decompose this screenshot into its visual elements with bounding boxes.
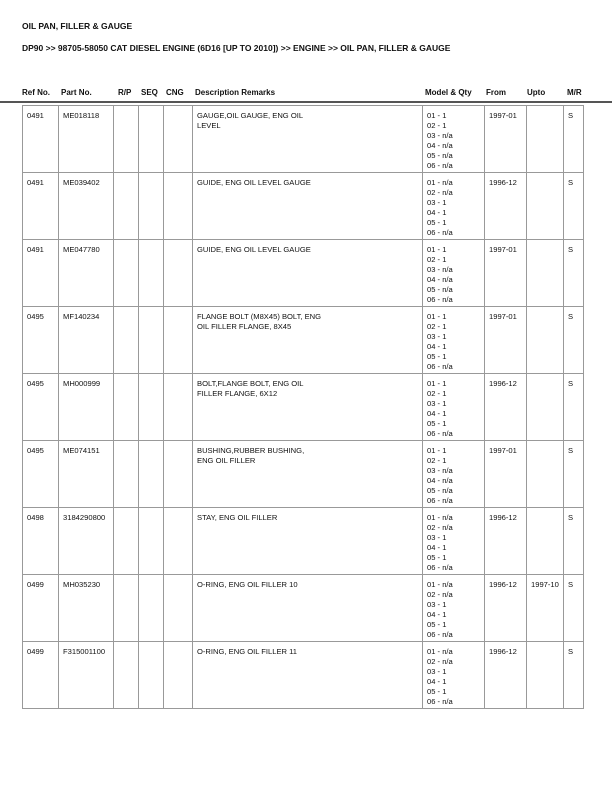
seq-cell — [139, 374, 164, 441]
seq-cell — [139, 240, 164, 307]
description: FLANGE BOLT (M8X45) BOLT, ENG OIL FILLER FLANGE, 8X45 — [193, 307, 423, 374]
rp-cell — [114, 508, 139, 575]
parts-table — [22, 105, 584, 709]
mr-cell: S — [564, 441, 584, 508]
model-qty — [423, 307, 485, 374]
model-qty-item: 05 - 1 — [427, 218, 447, 227]
mr-cell: S — [564, 575, 584, 642]
description: O-RING, ENG OIL FILLER 10 — [193, 575, 423, 642]
from-date: 1997-01 — [485, 240, 527, 307]
seq-cell — [139, 106, 164, 173]
upto-date — [527, 307, 564, 374]
from-date: 1996-12 — [485, 575, 527, 642]
model-qty-item: 01 - n/a — [427, 513, 453, 522]
seq-cell — [139, 173, 164, 240]
model-qty-item: 01 - 1 — [427, 379, 447, 388]
model-qty-item: 04 - 1 — [427, 677, 447, 686]
table-row — [23, 575, 584, 642]
table-row — [23, 240, 584, 307]
model-qty — [423, 106, 485, 173]
ref-no: 0495 — [23, 441, 59, 508]
rp-cell — [114, 106, 139, 173]
rp-cell — [114, 173, 139, 240]
model-qty-item: 05 - 1 — [427, 687, 447, 696]
mr-cell: S — [564, 508, 584, 575]
model-qty-item: 06 - n/a — [427, 697, 453, 706]
model-qty-item: 04 - 1 — [427, 208, 447, 217]
ref-no: 0495 — [23, 374, 59, 441]
model-qty-item: 04 - 1 — [427, 543, 447, 552]
table-row — [23, 508, 584, 575]
ref-no: 0491 — [23, 106, 59, 173]
from-date: 1996-12 — [485, 508, 527, 575]
model-qty-item: 06 - n/a — [427, 429, 453, 438]
model-qty-item: 05 - n/a — [427, 285, 453, 294]
from-date: 1997-01 — [485, 441, 527, 508]
table-row — [23, 106, 584, 173]
seq-cell — [139, 441, 164, 508]
model-qty-item: 03 - 1 — [427, 600, 447, 609]
model-qty-item: 03 - 1 — [427, 533, 447, 542]
model-qty-item: 02 - 1 — [427, 456, 447, 465]
seq-cell — [139, 307, 164, 374]
cng-cell — [164, 374, 193, 441]
cng-cell — [164, 240, 193, 307]
rp-cell — [114, 642, 139, 709]
model-qty-item: 01 - n/a — [427, 178, 453, 187]
cng-cell — [164, 441, 193, 508]
model-qty — [423, 508, 485, 575]
part-no: 3184290800 — [59, 508, 114, 575]
model-qty — [423, 642, 485, 709]
model-qty-item: 03 - 1 — [427, 198, 447, 207]
upto-date — [527, 374, 564, 441]
model-qty-item: 04 - n/a — [427, 141, 453, 150]
mr-cell: S — [564, 106, 584, 173]
description: BUSHING,RUBBER BUSHING, ENG OIL FILLER — [193, 441, 423, 508]
part-no: MH000999 — [59, 374, 114, 441]
upto-date — [527, 106, 564, 173]
seq-cell — [139, 642, 164, 709]
table-row — [23, 173, 584, 240]
ref-no: 0499 — [23, 575, 59, 642]
model-qty-item: 04 - n/a — [427, 275, 453, 284]
part-no: ME039402 — [59, 173, 114, 240]
cng-cell — [164, 173, 193, 240]
header-divider — [0, 101, 612, 103]
from-date: 1997-01 — [485, 307, 527, 374]
upto-date: 1997-10 — [527, 575, 564, 642]
cng-cell — [164, 575, 193, 642]
model-qty-item: 02 - n/a — [427, 657, 453, 666]
mr-cell: S — [564, 307, 584, 374]
ref-no: 0499 — [23, 642, 59, 709]
upto-date — [527, 508, 564, 575]
model-qty-item: 05 - n/a — [427, 151, 453, 160]
part-no: F315001100 — [59, 642, 114, 709]
table-row — [23, 642, 584, 709]
header-part: Part No. — [61, 88, 92, 97]
table-row — [23, 374, 584, 441]
part-no: ME074151 — [59, 441, 114, 508]
model-qty — [423, 173, 485, 240]
header-model: Model & Qty — [425, 88, 472, 97]
model-qty-item: 03 - n/a — [427, 131, 453, 140]
rp-cell — [114, 307, 139, 374]
from-date: 1996-12 — [485, 374, 527, 441]
model-qty-item: 05 - 1 — [427, 553, 447, 562]
header-upto: Upto — [527, 88, 546, 97]
model-qty-item: 01 - n/a — [427, 647, 453, 656]
header-rp: R/P — [118, 88, 132, 97]
model-qty-item: 01 - 1 — [427, 446, 447, 455]
model-qty-item: 02 - 1 — [427, 255, 447, 264]
model-qty — [423, 575, 485, 642]
model-qty-item: 02 - 1 — [427, 121, 447, 130]
model-qty-item: 02 - n/a — [427, 188, 453, 197]
seq-cell — [139, 575, 164, 642]
description: GUIDE, ENG OIL LEVEL GAUGE — [193, 240, 423, 307]
model-qty-item: 04 - 1 — [427, 409, 447, 418]
header-ref: Ref No. — [22, 88, 50, 97]
model-qty-item: 04 - 1 — [427, 342, 447, 351]
model-qty-item: 06 - n/a — [427, 228, 453, 237]
table-row — [23, 307, 584, 374]
upto-date — [527, 441, 564, 508]
description: BOLT,FLANGE BOLT, ENG OIL FILLER FLANGE, 6X12 — [193, 374, 423, 441]
cng-cell — [164, 106, 193, 173]
mr-cell: S — [564, 173, 584, 240]
model-qty-item: 05 - 1 — [427, 352, 447, 361]
model-qty-item: 03 - 1 — [427, 332, 447, 341]
from-date: 1996-12 — [485, 173, 527, 240]
breadcrumb: DP90 >> 98705-58050 CAT DIESEL ENGINE (6D16 [UP TO 2010]) >> ENGINE >> OIL PAN, FILLER & GAUGE — [22, 43, 451, 53]
seq-cell — [139, 508, 164, 575]
mr-cell: S — [564, 240, 584, 307]
model-qty — [423, 240, 485, 307]
model-qty-item: 05 - n/a — [427, 486, 453, 495]
description: STAY, ENG OIL FILLER — [193, 508, 423, 575]
model-qty-item: 02 - 1 — [427, 322, 447, 331]
upto-date — [527, 173, 564, 240]
model-qty-item: 01 - n/a — [427, 580, 453, 589]
upto-date — [527, 240, 564, 307]
model-qty-item: 06 - n/a — [427, 630, 453, 639]
model-qty-item: 03 - n/a — [427, 466, 453, 475]
model-qty-item: 06 - n/a — [427, 362, 453, 371]
rp-cell — [114, 240, 139, 307]
mr-cell: S — [564, 374, 584, 441]
model-qty-item: 06 - n/a — [427, 563, 453, 572]
ref-no: 0495 — [23, 307, 59, 374]
header-desc: Description Remarks — [195, 88, 276, 97]
model-qty — [423, 374, 485, 441]
mr-cell: S — [564, 642, 584, 709]
model-qty-item: 02 - n/a — [427, 590, 453, 599]
model-qty-item: 02 - n/a — [427, 523, 453, 532]
rp-cell — [114, 575, 139, 642]
model-qty-item: 05 - 1 — [427, 419, 447, 428]
part-no: MH035230 — [59, 575, 114, 642]
cng-cell — [164, 307, 193, 374]
header-seq: SEQ — [141, 88, 158, 97]
description: GAUGE,OIL GAUGE, ENG OIL LEVEL — [193, 106, 423, 173]
part-no: MF140234 — [59, 307, 114, 374]
header-cng: CNG — [166, 88, 184, 97]
model-qty-item: 02 - 1 — [427, 389, 447, 398]
description: O-RING, ENG OIL FILLER 11 — [193, 642, 423, 709]
part-no: ME018118 — [59, 106, 114, 173]
table-row — [23, 441, 584, 508]
rp-cell — [114, 441, 139, 508]
from-date: 1997-01 — [485, 106, 527, 173]
header-from: From — [486, 88, 506, 97]
model-qty-item: 06 - n/a — [427, 295, 453, 304]
model-qty-item: 06 - n/a — [427, 161, 453, 170]
header-mr: M/R — [567, 88, 582, 97]
page-title: OIL PAN, FILLER & GAUGE — [22, 21, 133, 31]
description: GUIDE, ENG OIL LEVEL GAUGE — [193, 173, 423, 240]
upto-date — [527, 642, 564, 709]
ref-no: 0498 — [23, 508, 59, 575]
model-qty-item: 03 - 1 — [427, 667, 447, 676]
model-qty-item: 05 - 1 — [427, 620, 447, 629]
model-qty-item: 04 - n/a — [427, 476, 453, 485]
model-qty-item: 03 - 1 — [427, 399, 447, 408]
ref-no: 0491 — [23, 240, 59, 307]
model-qty-item: 01 - 1 — [427, 111, 447, 120]
cng-cell — [164, 508, 193, 575]
cng-cell — [164, 642, 193, 709]
model-qty-item: 03 - n/a — [427, 265, 453, 274]
model-qty-item: 01 - 1 — [427, 245, 447, 254]
part-no: ME047780 — [59, 240, 114, 307]
rp-cell — [114, 374, 139, 441]
model-qty-item: 04 - 1 — [427, 610, 447, 619]
ref-no: 0491 — [23, 173, 59, 240]
from-date: 1996-12 — [485, 642, 527, 709]
model-qty-item: 06 - n/a — [427, 496, 453, 505]
model-qty-item: 01 - 1 — [427, 312, 447, 321]
model-qty — [423, 441, 485, 508]
